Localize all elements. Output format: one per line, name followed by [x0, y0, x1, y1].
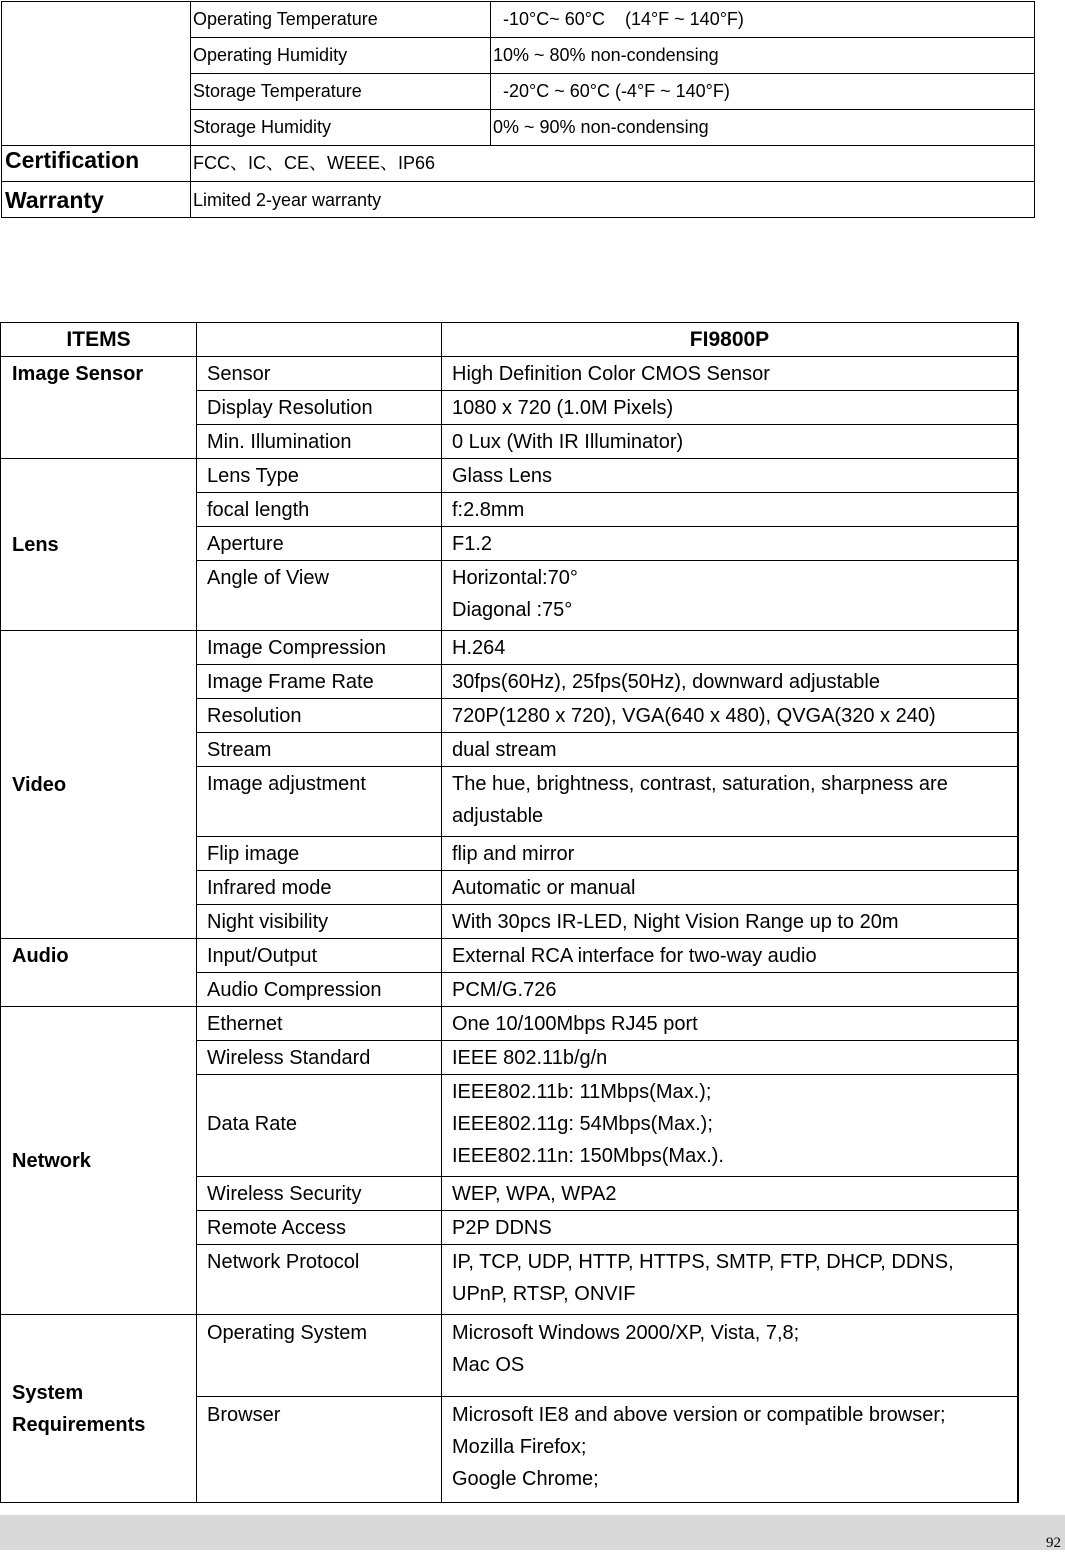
value-cell: High Definition Color CMOS Sensor	[442, 357, 1019, 391]
warranty-heading: Warranty	[2, 182, 191, 218]
value-line: adjustable	[452, 805, 544, 827]
table-row	[1, 631, 1019, 665]
certification-value: FCC、IC、CE、WEEE、IP66	[191, 146, 1035, 182]
value-line: Microsoft IE8 and above version or compatible browser;	[452, 1404, 946, 1426]
param-cell: Operating System	[197, 1315, 442, 1397]
value-cell: With 30pcs IR-LED, Night Vision Range up to 20m	[442, 905, 1019, 939]
value-cell: Automatic or manual	[442, 871, 1019, 905]
value-cell	[442, 561, 1019, 631]
camera-spec-table	[0, 322, 1019, 1503]
value-cell	[442, 1245, 1019, 1315]
environment-spec-table	[1, 1, 1035, 218]
items-header: ITEMS	[1, 323, 197, 357]
param-cell: Operating Temperature	[191, 2, 491, 38]
param-cell: Infrared mode	[197, 871, 442, 905]
param-cell: focal length	[197, 493, 442, 527]
group-system-requirements	[1, 1315, 197, 1503]
page-number: 92	[1046, 1535, 1061, 1551]
table-row	[2, 146, 1035, 182]
certification-heading: Certification	[2, 146, 191, 182]
value-cell	[442, 1397, 1019, 1503]
table-row	[1, 357, 1019, 391]
value-line: IEEE802.11g: 54Mbps(Max.);	[452, 1113, 713, 1135]
blank-header	[197, 323, 442, 357]
table-row	[2, 2, 1035, 38]
param-cell: Audio Compression	[197, 973, 442, 1007]
value-cell: 0 Lux (With IR Illuminator)	[442, 425, 1019, 459]
group-video: Video	[1, 631, 197, 939]
value-cell	[442, 1315, 1019, 1397]
table-row	[1, 1315, 1019, 1397]
value-cell: 30fps(60Hz), 25fps(50Hz), downward adjustable	[442, 665, 1019, 699]
group-label-line: Requirements	[12, 1414, 146, 1436]
group-audio: Audio	[1, 939, 197, 1007]
value-cell: 1080 x 720 (1.0M Pixels)	[442, 391, 1019, 425]
table-row	[2, 182, 1035, 218]
value-line: Microsoft Windows 2000/XP, Vista, 7,8;	[452, 1322, 800, 1344]
value-line: The hue, brightness, contrast, saturation, sharpness are	[452, 773, 948, 795]
param-cell: Sensor	[197, 357, 442, 391]
value-line: IEEE802.11n: 150Mbps(Max.).	[452, 1145, 724, 1167]
group-network: Network	[1, 1007, 197, 1315]
value-cell: Glass Lens	[442, 459, 1019, 493]
param-cell: Browser	[197, 1397, 442, 1503]
table-row	[1, 459, 1019, 493]
param-cell: Lens Type	[197, 459, 442, 493]
page-footer	[0, 1515, 1065, 1550]
group-label-line: System	[12, 1382, 84, 1404]
value-cell: 720P(1280 x 720), VGA(640 x 480), QVGA(320 x 240)	[442, 699, 1019, 733]
value-line: Mac OS	[452, 1354, 525, 1376]
value-cell: P2P DDNS	[442, 1211, 1019, 1245]
param-cell: Remote Access	[197, 1211, 442, 1245]
param-cell: Stream	[197, 733, 442, 767]
param-cell: Ethernet	[197, 1007, 442, 1041]
value-cell	[442, 767, 1019, 837]
param-cell: Image Frame Rate	[197, 665, 442, 699]
param-cell: Data Rate	[197, 1075, 442, 1177]
group-lens: Lens	[1, 459, 197, 631]
value-cell: -20°C ~ 60°C (-4°F ~ 140°F)	[491, 74, 1035, 110]
value-cell: 0% ~ 90% non-condensing	[491, 110, 1035, 146]
model-header: FI9800P	[442, 323, 1019, 357]
group-image-sensor: Image Sensor	[1, 357, 197, 459]
value-cell: IEEE 802.11b/g/n	[442, 1041, 1019, 1075]
param-cell: Wireless Security	[197, 1177, 442, 1211]
table-header-row	[1, 323, 1019, 357]
param-cell: Display Resolution	[197, 391, 442, 425]
table-row	[1, 939, 1019, 973]
param-cell: Flip image	[197, 837, 442, 871]
value-line: Google Chrome;	[452, 1468, 599, 1490]
param-cell: Night visibility	[197, 905, 442, 939]
value-cell: 10% ~ 80% non-condensing	[491, 38, 1035, 74]
value-line: Mozilla Firefox;	[452, 1436, 587, 1458]
value-cell	[442, 1075, 1019, 1177]
warranty-value: Limited 2-year warranty	[191, 182, 1035, 218]
param-cell: Min. Illumination	[197, 425, 442, 459]
value-cell: PCM/G.726	[442, 973, 1019, 1007]
param-cell: Image adjustment	[197, 767, 442, 837]
value-cell: flip and mirror	[442, 837, 1019, 871]
value-line: Horizontal:70°	[452, 567, 578, 589]
value-line: UPnP, RTSP, ONVIF	[452, 1283, 636, 1305]
param-cell: Storage Humidity	[191, 110, 491, 146]
param-cell: Aperture	[197, 527, 442, 561]
value-line: Diagonal :75°	[452, 599, 573, 621]
value-cell: -10°C~ 60°C (14°F ~ 140°F)	[491, 2, 1035, 38]
param-cell: Network Protocol	[197, 1245, 442, 1315]
value-cell: dual stream	[442, 733, 1019, 767]
value-line: IP, TCP, UDP, HTTP, HTTPS, SMTP, FTP, DHCP, DDNS,	[452, 1251, 954, 1273]
param-cell: Wireless Standard	[197, 1041, 442, 1075]
value-cell: WEP, WPA, WPA2	[442, 1177, 1019, 1211]
param-cell: Image Compression	[197, 631, 442, 665]
empty-group-cell	[2, 2, 191, 146]
value-line: IEEE802.11b: 11Mbps(Max.);	[452, 1081, 712, 1103]
param-cell: Operating Humidity	[191, 38, 491, 74]
value-cell: f:2.8mm	[442, 493, 1019, 527]
param-cell: Storage Temperature	[191, 74, 491, 110]
table-row	[1, 1007, 1019, 1041]
value-cell: F1.2	[442, 527, 1019, 561]
value-cell: H.264	[442, 631, 1019, 665]
param-cell: Resolution	[197, 699, 442, 733]
value-cell: One 10/100Mbps RJ45 port	[442, 1007, 1019, 1041]
param-cell: Input/Output	[197, 939, 442, 973]
param-cell: Angle of View	[197, 561, 442, 631]
value-cell: External RCA interface for two-way audio	[442, 939, 1019, 973]
